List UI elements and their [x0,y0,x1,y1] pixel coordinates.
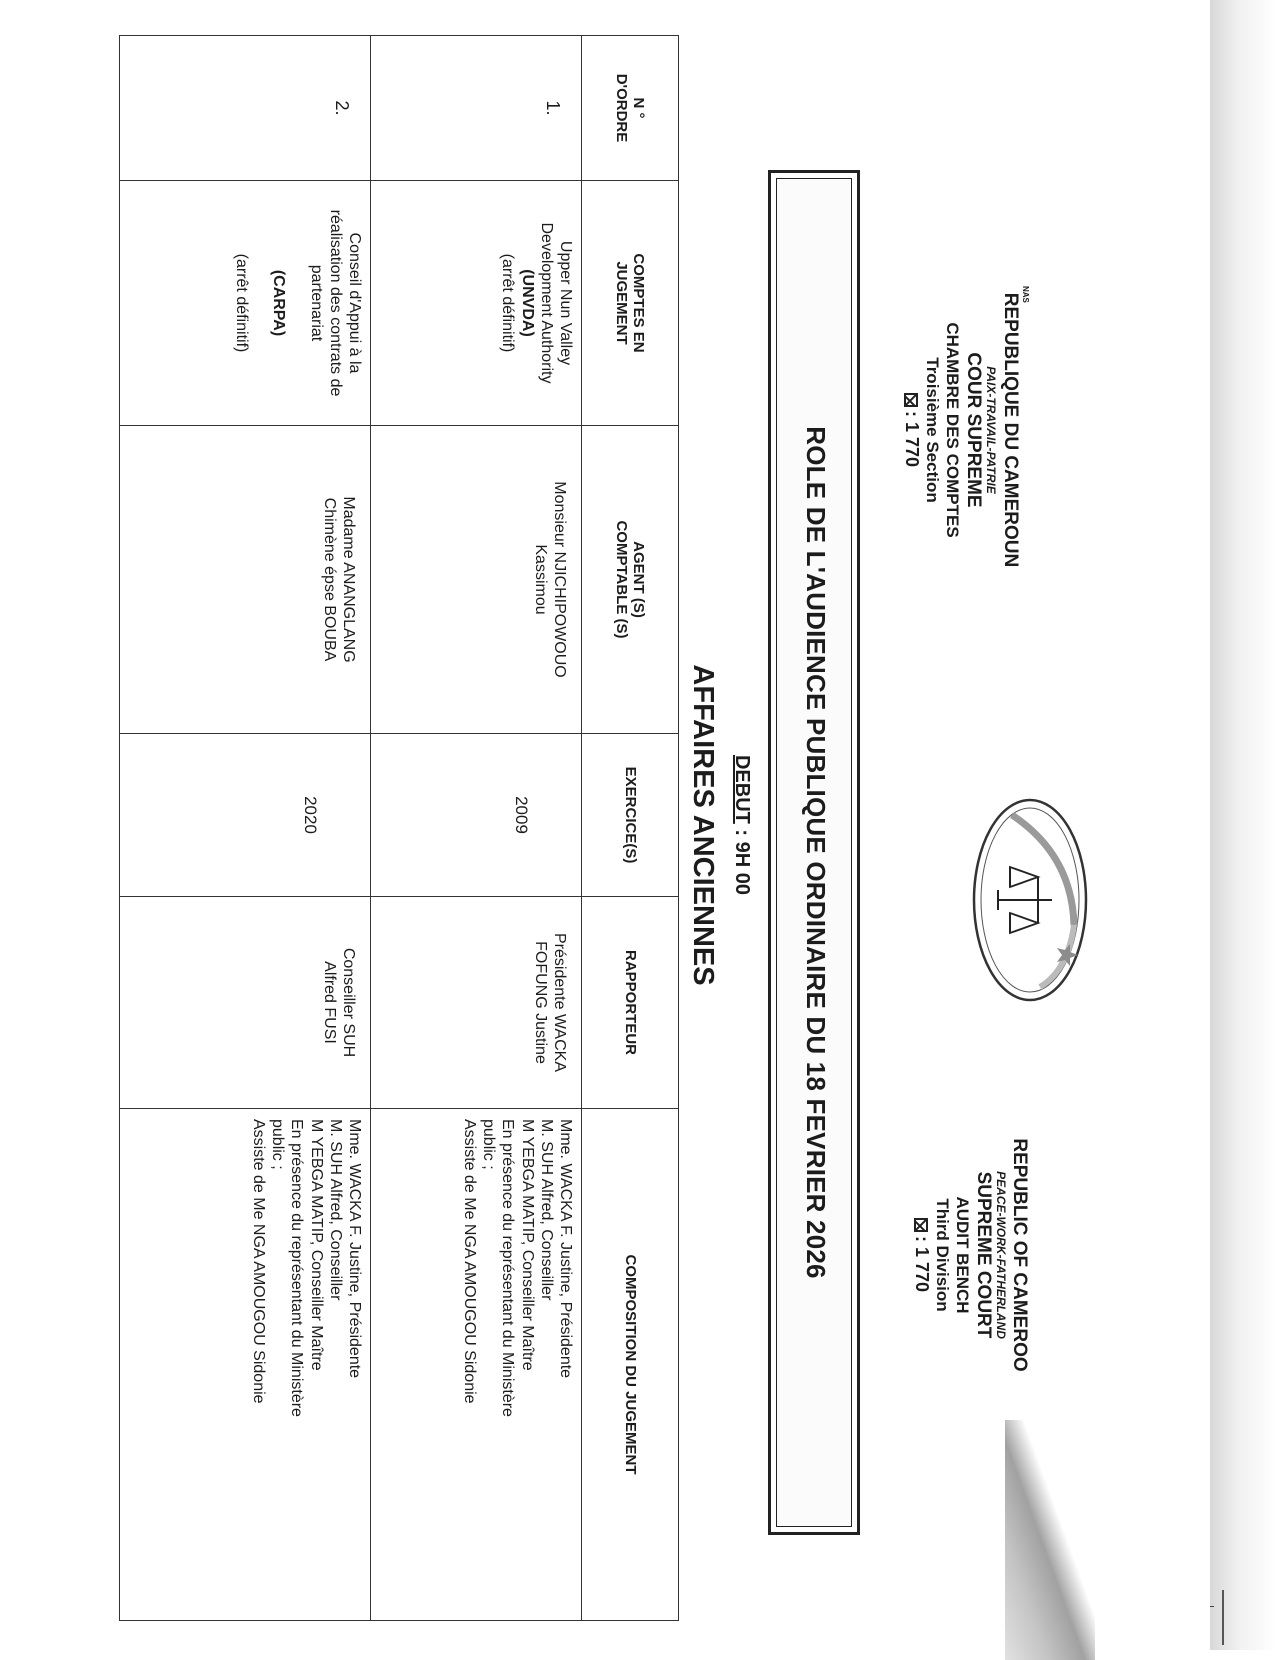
header-english [911,1095,1030,1415]
row-exercise: 2009 [371,734,582,897]
header-chamber-en: AUDIT BENCH [952,1196,972,1314]
col-header-number: N ° D'ORDRE [582,36,679,181]
header-section-en: Third Division [932,1198,952,1312]
row-accounts: Conseil d'Appui à la réalisation des contrats de partenariat (CARPA) (arrêt définitif) [120,181,371,426]
start-time-value: : 9H 00 [731,823,753,896]
header-po-box-fr [901,280,922,580]
po-box-number-fr: : 1 770 [902,410,923,468]
col-header-exercise: EXERCICE(S) [582,734,679,897]
header-initials: NAS [1021,286,1030,303]
header-french [901,280,1030,580]
row-accounts-note: (arrêt définitif) [233,253,251,353]
hearing-schedule-table [119,35,679,1621]
start-time-label: DEBUT [731,754,753,824]
header-section-fr: Troisième Section [923,357,943,503]
row-number: 1. [371,36,582,181]
row-exercise: 2020 [120,734,371,897]
header-po-box-en [911,1095,932,1415]
row-composition: Mme. WACKA F. Justine, Présidente M. SUH Alfred, Conseiller M YEBGA MATIP, Conseiller Maître En présence du représentant du Ministère public ; Assiste de Me NGA AMOUGOU Sidonie [371,1109,582,1621]
table-row [371,36,582,1621]
col-header-composition: COMPOSITION DU JUGEMENT [582,1109,679,1621]
col-header-reporter: RAPPORTEUR [582,897,679,1109]
col-header-accounts: COMPTES EN JUGEMENT [582,181,679,426]
col-header-agent: AGENT (S) COMPTABLE (S) [582,426,679,734]
header-country-fr: REPUBLIQUE DU CAMEROUN [999,292,1021,568]
title-frame-inner [776,178,852,1527]
row-agent: Madame ANANGLANG Chimène épse BOUBA [120,426,371,734]
document-title: ROLE DE L'AUDIENCE PUBLIQUE ORDINAIRE DU 18 FEVRIER 2026 [801,426,831,1279]
row-accounts: Upper Nun Valley Development Authority (UNVDA) (arrêt définitif) [371,181,582,426]
flag-decoration [1005,1420,1095,1660]
row-reporter: Présidente WACKA FOFUNG Justine [371,897,582,1109]
header-country-en: REPUBLIC OF CAMEROO [1009,1138,1030,1372]
title-frame [768,170,860,1535]
envelope-box-icon [904,393,918,407]
table-row [120,36,371,1621]
row-composition: Mme. WACKA F. Justine, Présidente M. SUH Alfred, Conseiller M YEBGA MATIP, Conseiller Maître En présence du représentant du Ministère public ; Assiste de Me NGA AMOUGOU Sidonie [120,1109,371,1621]
table-header-row [582,36,679,1621]
header-court-en: SUPREME COURT [972,1171,994,1339]
header-motto-en: PEACE-WORK-FATHERLAND [993,1171,1008,1339]
row-accounts-note: (arrêt définitif) [499,253,517,353]
row-agent: Monsieur NJICHIPOWOUO Kassimou [371,426,582,734]
row-reporter: Conseiller SUH Alfred FUSI [120,897,371,1109]
row-number: 2. [120,36,371,181]
header-court-fr: COUR SUPREME [963,352,985,508]
row-accounts-acronym: (UNVDA) [518,269,536,337]
start-time [730,0,753,1650]
header-motto-fr: PAIX-TRAVAIL-PATRIE [984,366,999,494]
scales-of-justice-icon [970,795,1090,1005]
po-box-number-en: : 1 770 [911,1235,932,1293]
row-accounts-acronym: (CARPA) [270,269,288,337]
envelope-box-icon [914,1218,928,1232]
section-heading: AFFAIRES ANCIENNES [687,664,719,986]
header-chamber-fr: CHAMBRE DES COMPTES [943,322,963,538]
